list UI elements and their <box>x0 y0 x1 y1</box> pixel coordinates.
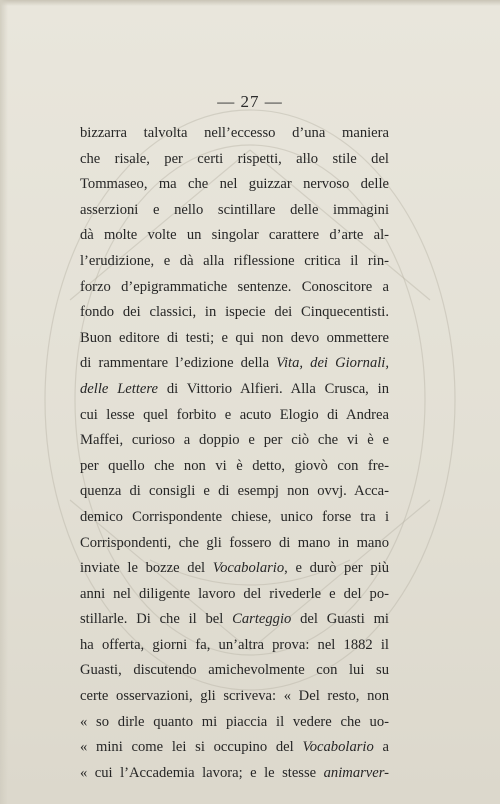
text-run: « so dirle quanto mi piaccia il vedere che uo- <box>80 713 389 730</box>
text-run: , e durò per più <box>284 560 389 577</box>
text-line <box>80 403 389 429</box>
text-line <box>80 121 389 147</box>
text-line <box>80 479 389 505</box>
text-run: cui lesse quel forbito e acuto Elogio di Andrea <box>80 406 389 423</box>
text-line <box>80 428 389 454</box>
page-number: — 27 — <box>217 92 283 111</box>
text-line <box>80 658 389 684</box>
text-line <box>80 275 389 301</box>
text-line <box>80 223 389 249</box>
page-top-edge-shadow <box>0 0 500 6</box>
text-line <box>80 556 389 582</box>
text-line <box>80 761 389 787</box>
text-run: anni nel diligente lavoro del rivederle e del po- <box>80 585 389 602</box>
text-line <box>80 377 389 403</box>
text-run: quenza di consigli e di esempj non ovvj. Acca- <box>80 483 389 500</box>
text-run: Tommaseo, ma che nel guizzar nervoso delle <box>80 176 389 193</box>
text-run: Guasti, discutendo amichevolmente con lui su <box>80 662 389 679</box>
text-run: demico Corrispondente chiese, unico forse tra i <box>80 508 389 525</box>
text-line <box>80 249 389 275</box>
italic-text-run: Carteggio <box>232 611 292 628</box>
text-line <box>80 351 389 377</box>
text-run: per quello che non vi è detto, giovò con fre- <box>80 457 389 474</box>
italic-text-run: delle Lettere <box>80 380 158 397</box>
text-run: di Vittorio Alfieri. Alla Crusca, in <box>158 380 389 397</box>
text-run: del Guasti mi <box>291 611 389 628</box>
text-line <box>80 505 389 531</box>
text-run: dà molte volte un singolar carattere d’arte al- <box>80 227 389 244</box>
page-left-edge-shadow <box>0 0 8 804</box>
text-run: che risale, per certi rispetti, allo stile del <box>80 150 389 167</box>
text-run: Maffei, curioso a doppio e per ciò che vi è e <box>80 432 389 449</box>
body-text <box>80 121 389 786</box>
text-run: bizzarra talvolta nell’eccesso d’una maniera <box>80 125 389 141</box>
text-run: fondo dei classici, in ispecie dei Cinquecentisti. <box>80 304 389 321</box>
text-line <box>80 735 389 761</box>
text-run: Buon editore di testi; e qui non devo ommettere <box>80 329 389 346</box>
text-run: « cui l’Accademia lavora; e le stesse <box>80 764 324 781</box>
text-line <box>80 147 389 173</box>
text-run: asserzioni e nello scintillare delle immagini <box>80 201 389 218</box>
text-line <box>80 198 389 224</box>
text-run: ha offerta, giorni fa, un’altra prova: nel 1882 il <box>80 636 389 653</box>
text-run: l’erudizione, e dà alla riflessione critica il rin- <box>80 252 389 269</box>
italic-text-run: Vocabolario <box>302 739 374 756</box>
text-run: forzo d’epigrammatiche sentenze. Conoscitore a <box>80 278 389 295</box>
text-line <box>80 172 389 198</box>
text-line <box>80 607 389 633</box>
text-run: Corrispondenti, che gli fossero di mano in mano <box>80 534 389 551</box>
text-line <box>80 710 389 736</box>
text-line <box>80 454 389 480</box>
italic-text-run: Vocabolario <box>212 560 285 577</box>
text-line <box>80 300 389 326</box>
text-run: stillarle. Di che il bel <box>80 611 233 628</box>
text-line <box>80 326 389 352</box>
text-run: inviate le bozze del <box>80 560 213 577</box>
text-run: a <box>373 739 389 756</box>
text-line <box>80 582 389 608</box>
text-run: di rammentare l’edizione della <box>80 355 277 372</box>
italic-text-run: Vita, dei Giornali, <box>276 355 389 372</box>
text-line <box>80 684 389 710</box>
text-line <box>80 531 389 557</box>
text-run: certe osservazioni, gli scriveva: « Del resto, non <box>80 688 389 705</box>
text-run: « mini come lei si occupino del <box>80 739 303 756</box>
text-line <box>80 633 389 659</box>
italic-text-run: animarver- <box>323 764 389 781</box>
